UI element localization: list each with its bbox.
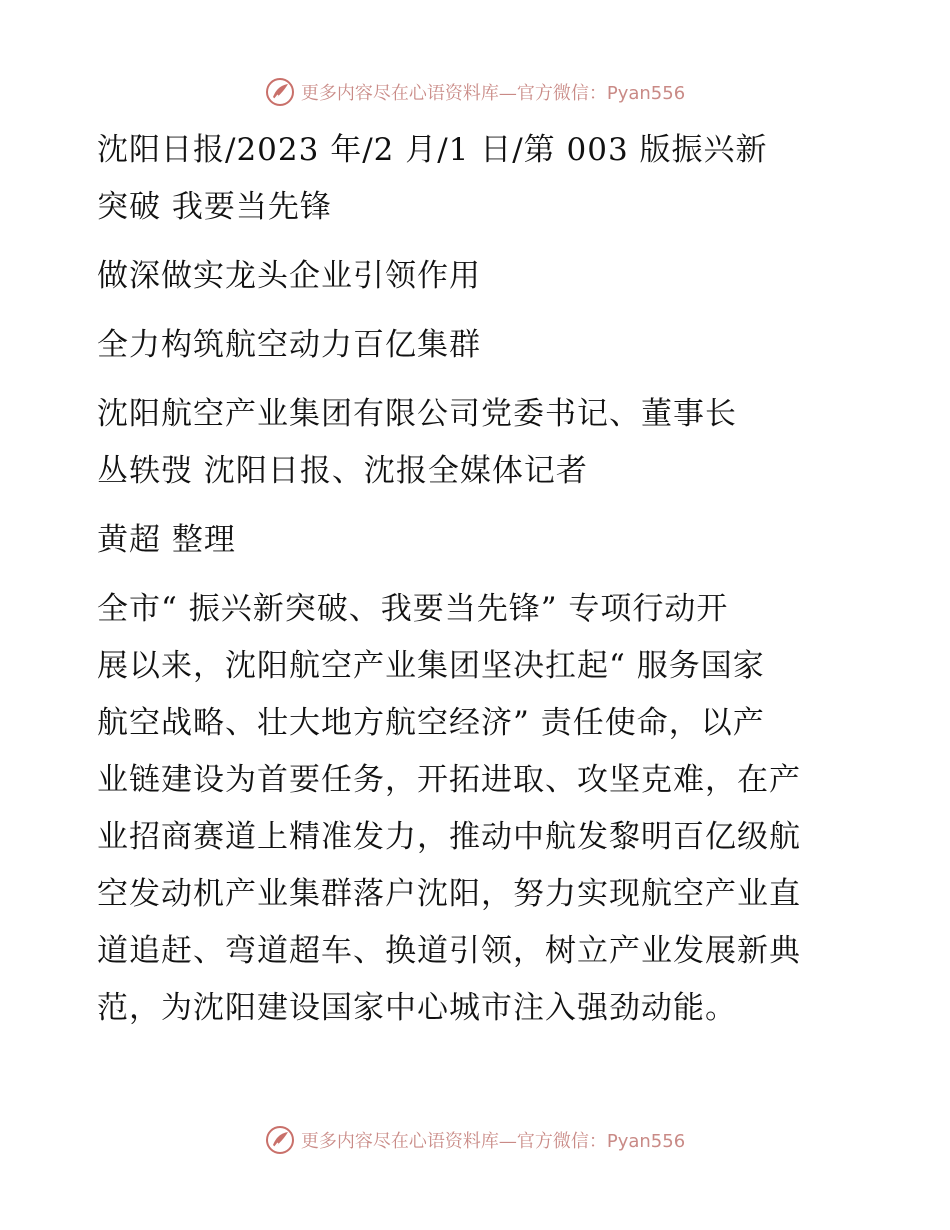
author-line-1: 沈阳航空产业集团有限公司党委书记、董事长 — [97, 396, 737, 432]
watermark-text: 更多内容尽在心语资料库—官方微信： — [300, 83, 607, 104]
watermark-text: 更多内容尽在心语资料库—官方微信： — [300, 1131, 607, 1152]
body-line: 业招商赛道上精准发力，推动中航发黎明百亿级航 — [97, 819, 801, 855]
watermark-wechat-id: Pyan556 — [606, 83, 686, 104]
body-line: 范，为沈阳建设国家中心城市注入强劲动能。 — [97, 990, 737, 1026]
author-line-2: 丛轶弢 沈阳日报、沈报全媒体记者 — [97, 453, 588, 489]
body-line: 航空战略、壮大地方航空经济” 责任使命，以产 — [97, 705, 765, 741]
body-line: 全市“ 振兴新突破、我要当先锋” 专项行动开 — [97, 591, 729, 627]
source-line-2: 突破 我要当先锋 — [97, 189, 332, 225]
headline-1: 做深做实龙头企业引领作用 — [97, 258, 481, 294]
body-line: 业链建设为首要任务，开拓进取、攻坚克难，在产 — [97, 762, 801, 798]
editor-line: 黄超 整理 — [97, 522, 236, 558]
source-line-1: 沈阳日报/2023 年/2 月/1 日/第 003 版振兴新 — [97, 132, 768, 168]
watermark-logo-icon — [265, 1125, 295, 1155]
watermark-header — [0, 72, 950, 112]
body-line: 道追赶、弯道超车、换道引领，树立产业发展新典 — [97, 933, 801, 969]
watermark-footer — [0, 1120, 950, 1160]
watermark-logo-icon — [265, 77, 295, 107]
headline-2: 全力构筑航空动力百亿集群 — [97, 327, 481, 363]
watermark-wechat-id: Pyan556 — [606, 1131, 686, 1152]
body-line: 空发动机产业集群落户沈阳，努力实现航空产业直 — [97, 876, 801, 912]
body-line: 展以来，沈阳航空产业集团坚决扛起“ 服务国家 — [97, 648, 765, 684]
article-body — [97, 122, 857, 1037]
